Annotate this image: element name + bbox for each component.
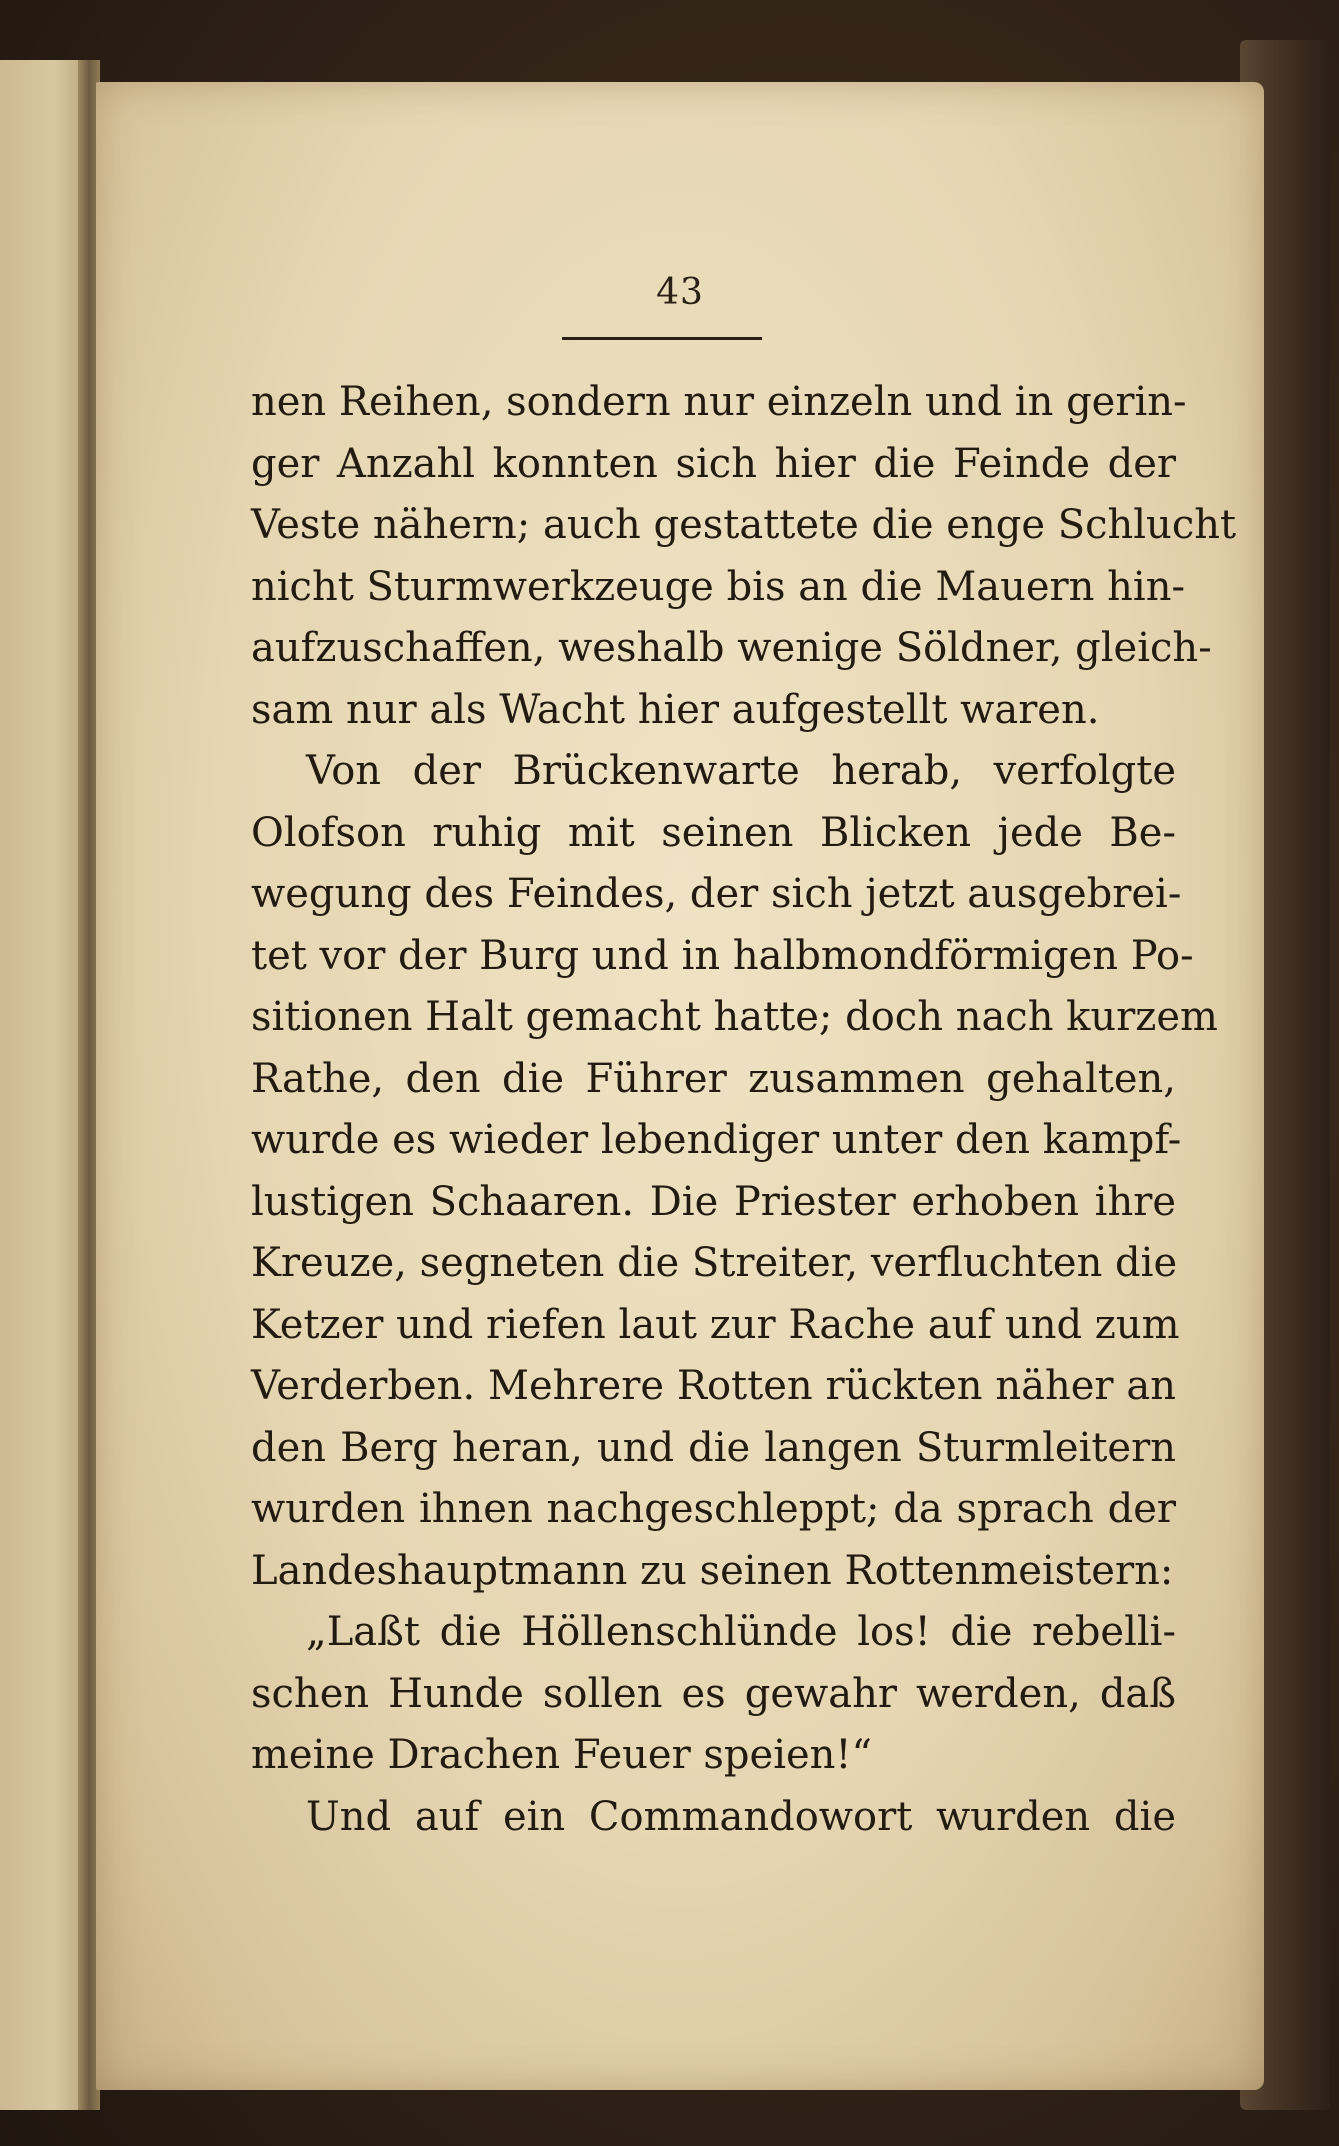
- text-line: Ketzer und riefen laut zur Rache auf und zum: [251, 1301, 1180, 1348]
- text-line: Rathe, den die Führer zusammen gehalten,: [251, 1055, 1176, 1102]
- text-line: Veste nähern; auch gestattete die enge Schlucht: [251, 502, 1237, 548]
- text-line: sitionen Halt gemacht hatte; doch nach kurzem: [251, 994, 1218, 1040]
- text-line: wurden ihnen nachgeschleppt; da sprach der: [251, 1486, 1176, 1532]
- text-line: Landeshauptmann zu seinen Rottenmeistern:: [251, 1547, 1174, 1594]
- text-line: aufzuschaffen, weshalb wenige Söldner, gleich-: [251, 625, 1212, 671]
- text-line: sam nur als Wacht hier aufgestellt waren.: [251, 686, 1100, 733]
- text-line: Kreuze, segneten die Streiter, verfluchten die: [251, 1240, 1178, 1286]
- text-line: Und auf ein Commandowort wurden die: [306, 1793, 1176, 1840]
- book-page: [96, 82, 1264, 2090]
- text-line: lustigen Schaaren. Die Priester erhoben ihre: [251, 1178, 1176, 1225]
- facing-page-edge: [0, 60, 90, 2110]
- text-line: nen Reihen, sondern nur einzeln und in gerin-: [251, 379, 1187, 425]
- text-line: meine Drachen Feuer speien!“: [251, 1732, 872, 1778]
- header-rule: [562, 337, 762, 340]
- text-line: Olofson ruhig mit seinen Blicken jede Be-: [251, 809, 1176, 856]
- text-line: Von der Brückenwarte herab, verfolgte: [306, 748, 1176, 794]
- text-line: den Berg heran, und die langen Sturmleitern: [251, 1424, 1176, 1471]
- text-line: wurde es wieder lebendiger unter den kampf-: [251, 1117, 1182, 1163]
- body-text: [251, 372, 1237, 1848]
- text-line: tet vor der Burg und in halbmondförmigen Po-: [251, 932, 1194, 979]
- text-line: ger Anzahl konnten sich hier die Feinde der: [251, 440, 1176, 487]
- text-line: schen Hunde sollen es gewahr werden, daß: [251, 1670, 1176, 1717]
- text-line: Verderben. Mehrere Rotten rückten näher an: [251, 1363, 1176, 1409]
- text-line: wegung des Feindes, der sich jetzt ausgebrei-: [251, 871, 1182, 917]
- text-line: nicht Sturmwerkzeuge bis an die Mauern hin-: [251, 563, 1185, 610]
- text-line: „Laßt die Höllenschlünde los! die rebelli-: [306, 1609, 1176, 1655]
- page-number: 43: [656, 272, 704, 313]
